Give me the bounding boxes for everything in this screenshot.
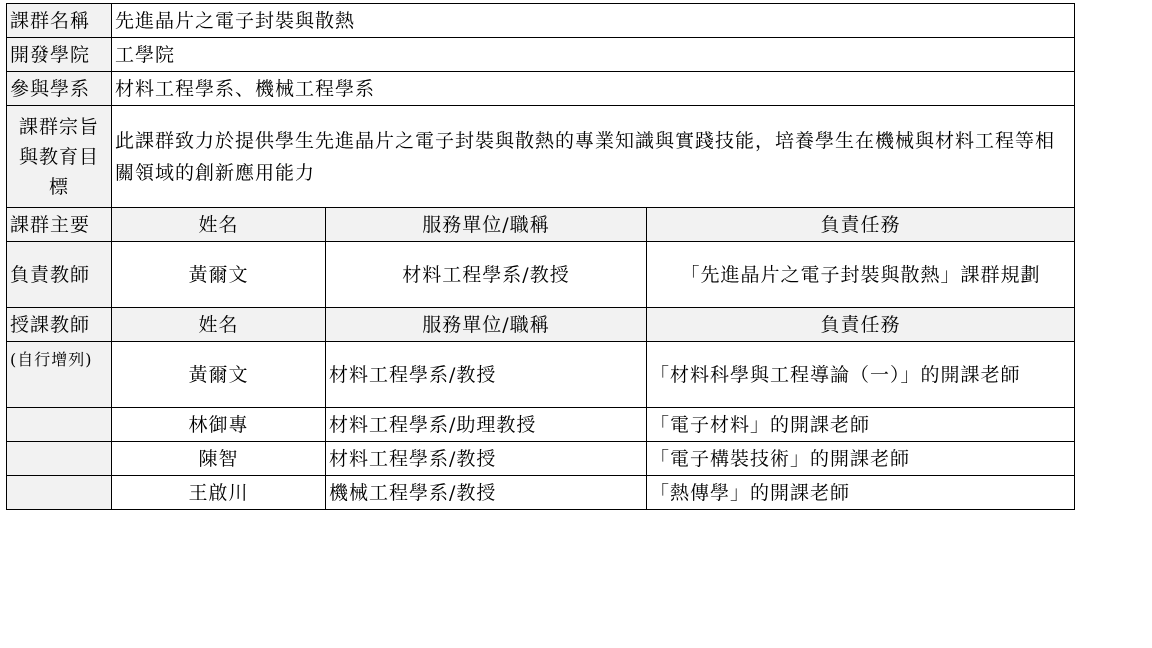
teacher-duty-2[interactable]: 「電子材料」的開課老師 [647,408,1075,442]
goal-value[interactable]: 此課群致力於提供學生先進晶片之電子封裝與散熱的專業知識與實踐技能，培養學生在機械與材料工程等相關領域的創新應用能力 [112,106,1075,208]
course-group-value[interactable]: 先進晶片之電子封裝與散熱 [112,4,1075,38]
teacher-header-row [7,308,1075,342]
row-course-group [7,4,1075,38]
teacher-duty-4[interactable]: 「熱傳學」的開課老師 [647,476,1075,510]
goal-label: 課群宗旨與教育目標 [7,106,112,208]
teacher-row [7,442,1075,476]
teacher-header-unit: 服務單位/職稱 [326,308,647,342]
lead-row [7,242,1075,308]
teacher-unit-1[interactable]: 材料工程學系/教授 [326,342,647,408]
teacher-label-filler [7,442,112,476]
lead-header-name: 姓名 [112,208,326,242]
teacher-row [7,408,1075,442]
lead-duty[interactable]: 「先進晶片之電子封裝與散熱」課群規劃 [647,242,1075,308]
teacher-unit-3[interactable]: 材料工程學系/教授 [326,442,647,476]
college-label: 開發學院 [7,38,112,72]
teacher-unit-2[interactable]: 材料工程學系/助理教授 [326,408,647,442]
teacher-unit-4[interactable]: 機械工程學系/教授 [326,476,647,510]
teacher-row [7,476,1075,510]
lead-header-unit: 服務單位/職稱 [326,208,647,242]
lead-header-row [7,208,1075,242]
teacher-label-filler [7,408,112,442]
teacher-label-line1: 授課教師 [7,308,112,342]
teacher-header-name: 姓名 [112,308,326,342]
lead-name[interactable]: 黃爾文 [112,242,326,308]
departments-label: 參與學系 [7,72,112,106]
teacher-name-1[interactable]: 黃爾文 [112,342,326,408]
teacher-row [7,342,1075,408]
teacher-name-4[interactable]: 王啟川 [112,476,326,510]
teacher-name-3[interactable]: 陳智 [112,442,326,476]
lead-unit[interactable]: 材料工程學系/教授 [326,242,647,308]
teacher-header-duty: 負責任務 [647,308,1075,342]
course-group-label: 課群名稱 [7,4,112,38]
teacher-duty-1[interactable]: 「材料科學與工程導論（一）」的開課老師 [647,342,1075,408]
lead-label-line1: 課群主要 [7,208,112,242]
teacher-name-2[interactable]: 林御專 [112,408,326,442]
teacher-label-line2: (自行增列) [10,350,93,369]
row-college [7,38,1075,72]
college-value[interactable]: 工學院 [112,38,1075,72]
course-group-table [6,3,1075,510]
teacher-duty-3[interactable]: 「電子構裝技術」的開課老師 [647,442,1075,476]
lead-header-duty: 負責任務 [647,208,1075,242]
teacher-label-cell [7,342,112,408]
teacher-label-filler [7,476,112,510]
row-goal [7,106,1075,208]
departments-value[interactable]: 材料工程學系、機械工程學系 [112,72,1075,106]
lead-label-line2: 負責教師 [7,242,112,308]
row-departments [7,72,1075,106]
